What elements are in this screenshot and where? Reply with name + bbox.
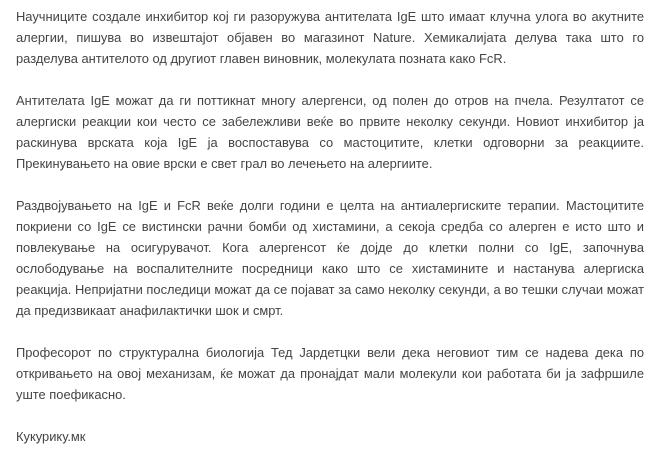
article-source: Кукурику.мк — [16, 429, 86, 444]
article-paragraph-2: Антителата IgE можат да ги поттикнат многу алергенси, од полен до отров на пчела. Резултатот се алергиски реакции кои често се забележливи веќе во првите неколку секунди. Новиот инхибитор ја раскинува врската која IgE ја воспоставува со мастоцитите, клетки одговорни за реакциите. Прекинувањето на овие врски е свет грал во лечењето на алергиите. — [16, 93, 644, 171]
article-paragraph-4: Професорот по структурална биологија Тед Јардетцки вели дека неговиот тим се надева дека по откривањето на овој механизам, ќе можат да пронајдат мали молекули кои работата би ја зафршиле уште поефикасно. — [16, 345, 644, 402]
article-paragraph-3: Раздвојувањето на IgE и FcR веќе долги години е целта на антиалергиските терапии. Мастоцитите покриени со IgE се вистински рачни бомби од хистамини, а секоја средба со алерген е исто што и повлекување на осигурувачот. Кога алергенсот ќе дојде до клетки полни со IgE, започнува ослободување на воспалителните посредници како што се хистамините и настанува алергиска реакција. Непријатни последици можат да се појават за само неколку секунди, а во тешки случаи можат да предизвикаат анафилактички шок и смрт. — [16, 198, 644, 318]
article-body — [16, 6, 644, 447]
article-paragraph-1: Научниците создале инхибитор кој ги разоружува антителата IgE што имаат клучна улога во акутните алергии, пишува во извештајот објавен во магазинот Nature. Хемикалијата делува така што го разделува антителото од другиот главен виновник, молекулата позната како FcR. — [16, 9, 644, 66]
